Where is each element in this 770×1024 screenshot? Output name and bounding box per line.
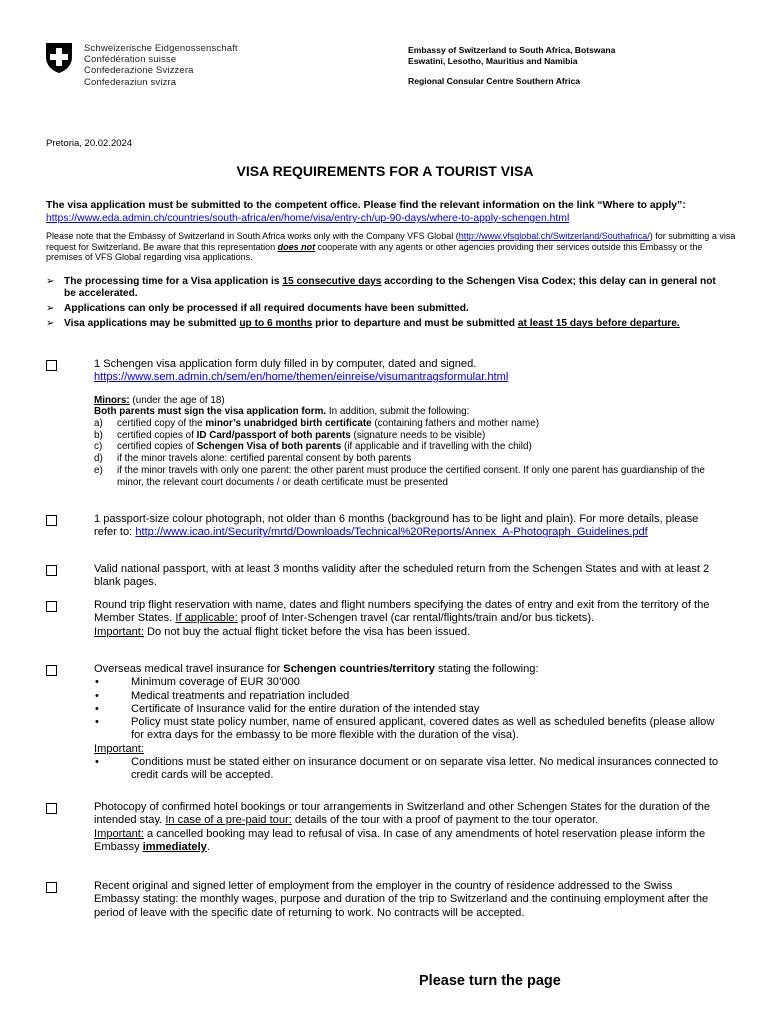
minor-requirement: e) if the minor travels with only one parent: the other parent must produce the certified consent. If only one parent has guardianship of the minor, the relevant court documents / or death certificate must be presented bbox=[94, 464, 705, 488]
key-points bbox=[46, 276, 726, 333]
minor-requirement: d) if the minor travels alone: certified parental consent by both parents bbox=[94, 453, 412, 465]
item-text: Do not buy the actual flight ticket before the visa has been issued. bbox=[143, 625, 471, 638]
vfs-global-link[interactable]: http://www.vfsglobal.ch/Switzerland/Southafrica/ bbox=[458, 231, 650, 241]
regional-centre: Regional Consular Centre Southern Africa bbox=[408, 76, 581, 86]
document-title: VISA REQUIREMENTS FOR A TOURIST VISA bbox=[236, 163, 534, 179]
embassy-address bbox=[408, 45, 615, 66]
fed-name-de: Schweizerische Eidgenossenschaft bbox=[84, 43, 238, 54]
key-point-text: Applications can only be processed if all required documents have been submitted. bbox=[64, 303, 469, 315]
checkbox[interactable] bbox=[46, 665, 57, 676]
bullet-item: • Conditions must be stated either on insurance document or on separate visa letter. No medical insurances connected to credit cards will be accepted. bbox=[95, 756, 719, 782]
photo-guidelines-link[interactable]: http://www.icao.int/Security/mrtd/Downloads/Technical%20Reports/Annex_A-Photograph_Guidelines.pdf bbox=[135, 526, 648, 539]
checklist-item-photo bbox=[46, 513, 726, 540]
checklist-item-insurance: Overseas medical travel insurance for Schengen countries/territory stating the following: • Minimum coverage of EUR 30’000 • Medical treatments and repatriation included • Certificate of Insurance valid for the entire duration of the intended stay • Policy must state policy number, name of ensured applicant, covered dates as well as scheduled benefits (please allow for extra days for the embassy to be more flexible with the duration of the visa). Important: • Conditions must be stated either on insurance document or on separate visa letter. No medical insurances connected to credit cards will be accepted. bbox=[46, 663, 726, 783]
minors-label: Minors: bbox=[94, 394, 130, 406]
item-text: Photocopy of confirmed hotel bookings or tour arrangements in Switzerland and other Schengen States for the duration of the intended stay. bbox=[94, 801, 711, 827]
item-text: Recent original and signed letter of employment from the employer in the country of residence addressed to the Swiss Embassy stating: the monthly wages, purpose and duration of the trip to Switzerland and the continuing employment after the period of leave with the specific date of returning to work. No contracts will be accepted. bbox=[94, 880, 709, 919]
item-text: Round trip flight reservation with name, dates and flight numbers specifying the dates of entry and exit from the territory of the Member States. bbox=[94, 599, 710, 625]
fed-name-it: Confederazione Svizzera bbox=[84, 65, 194, 77]
checkbox[interactable] bbox=[46, 515, 57, 526]
checkbox[interactable] bbox=[46, 882, 57, 893]
note-emphasis: does not bbox=[277, 241, 316, 252]
embassy-line: Eswatini, Lesotho, Mauritius and Namibia bbox=[408, 55, 578, 66]
fed-name-fr: Confédération suisse bbox=[84, 54, 177, 66]
arrow-icon: ➢ bbox=[46, 303, 55, 315]
key-point bbox=[46, 303, 726, 315]
important-label: Important: bbox=[94, 827, 144, 840]
checklist-item-flight bbox=[46, 599, 726, 639]
fed-name-rm: Confederaziun svizra bbox=[84, 76, 177, 88]
item-text: 1 passport-size colour photograph, not older than 6 months (background has to be light and plain). For more details, please refer to: bbox=[94, 513, 699, 539]
key-point bbox=[46, 318, 726, 330]
item-text: 1 Schengen visa application form duly filled in by computer, dated and signed. bbox=[94, 358, 477, 370]
item-text: proof of Inter-Schengen travel (car rental/flights/train and/or bus tickets). bbox=[237, 612, 595, 625]
checklist-item-employment bbox=[46, 880, 726, 920]
federation-names bbox=[84, 43, 238, 88]
checklist-item-hotel: Photocopy of confirmed hotel bookings or tour arrangements in Switzerland and other Schengen States for the duration of the intended stay. In case of a pre-paid tour: details of the tour with a proof of payment to the tour operator. Important: a cancelled booking may lead to refusal of visa. In case of any amendments of hotel reservation please inform the Embassy immediately. bbox=[46, 801, 726, 854]
minor-requirement: c) certified copies of Schengen Visa of both parents (if applicable and if travelling with the child) bbox=[94, 441, 532, 453]
intro-text: The visa application must be submitted to the competent office. Please find the relevant information on the link “Where to apply”: bbox=[46, 200, 686, 211]
document-date: Pretoria, 20.02.2024 bbox=[46, 138, 133, 149]
minor-requirement: a) certified copy of the minor’s unabridged birth certificate (containing fathers and mother name) bbox=[94, 418, 540, 429]
application-form-link[interactable]: https://www.sem.admin.ch/sem/en/home/themen/einreise/visumantragsformular.html bbox=[94, 371, 509, 384]
embassy-line: Embassy of Switzerland to South Africa, Botswana bbox=[408, 45, 616, 55]
parents-sign: Both parents must sign the visa application form. bbox=[94, 406, 327, 418]
where-to-apply-link[interactable]: https://www.eda.admin.ch/countries/south-africa/en/home/visa/entry-ch/up-90-days/where-to-apply-schengen.html bbox=[46, 213, 570, 224]
checkbox[interactable] bbox=[46, 360, 57, 371]
note-text: ) for submitting a visa request for Switzerland. Be aware that this representation bbox=[46, 231, 736, 252]
turn-page-note: Please turn the page bbox=[419, 973, 561, 989]
bullet-item: • Medical treatments and repatriation included bbox=[95, 689, 350, 702]
note-text: cooperate with any agents or other agencies providing their services outside this Embassy or the premises of VFS Global regarding visa applications. bbox=[46, 241, 703, 263]
minors-section bbox=[94, 395, 719, 489]
vfs-note bbox=[46, 231, 736, 263]
if-applicable-label: If applicable: bbox=[175, 612, 238, 625]
key-point bbox=[46, 276, 726, 301]
checklist-item-passport bbox=[46, 563, 726, 590]
swiss-crest-icon bbox=[44, 42, 74, 74]
item-text: details of the tour with a proof of payment to the tour operator. bbox=[291, 814, 599, 827]
arrow-icon: ➢ bbox=[46, 318, 55, 330]
checklist-item-application-form bbox=[46, 358, 726, 488]
arrow-icon: ➢ bbox=[46, 276, 55, 287]
parents-rest: In addition, submit the following: bbox=[326, 406, 470, 418]
important-label: Important: bbox=[94, 625, 144, 638]
important-label: Important: bbox=[94, 742, 144, 755]
key-point-text: Visa applications may be submitted up to 6 months prior to departure and must be submitted at least 15 days before departure. bbox=[64, 318, 680, 330]
pre-paid-tour-label: In case of a pre-paid tour: bbox=[165, 814, 292, 827]
minors-note: (under the age of 18) bbox=[129, 394, 225, 406]
item-text: Valid national passport, with at least 3 months validity after the scheduled return from the Schengen States and with at least 2 blank pages. bbox=[94, 563, 710, 589]
note-text: Please note that the Embassy of Switzerland in South Africa works only with the Company VFS Global ( bbox=[46, 231, 459, 241]
key-point-text: The processing time for a Visa application is 15 consecutive days according to the Schengen Visa Codex; this delay can in general not be accelerated. bbox=[64, 276, 716, 300]
immediately-emphasis: immediately bbox=[142, 840, 207, 853]
intro-paragraph bbox=[46, 199, 726, 225]
checkbox[interactable] bbox=[46, 803, 57, 814]
bullet-item: • Certificate of Insurance valid for the entire duration of the intended stay bbox=[95, 702, 480, 715]
checkbox[interactable] bbox=[46, 601, 57, 612]
checkbox[interactable] bbox=[46, 565, 57, 576]
item-text: a cancelled booking may lead to refusal of visa. In case of any amendments of hotel reservation please inform the Embassy bbox=[94, 827, 706, 853]
bullet-item: • Policy must state policy number, name of ensured applicant, covered dates as well as scheduled benefits (please allow for extra days for the embassy to be more flexible with the duration of the visa). bbox=[95, 716, 715, 742]
minor-requirement: b) certified copies of ID Card/passport of both parents (signature needs to be visible) bbox=[94, 429, 486, 441]
bullet-item: • Minimum coverage of EUR 30’000 bbox=[95, 676, 300, 689]
